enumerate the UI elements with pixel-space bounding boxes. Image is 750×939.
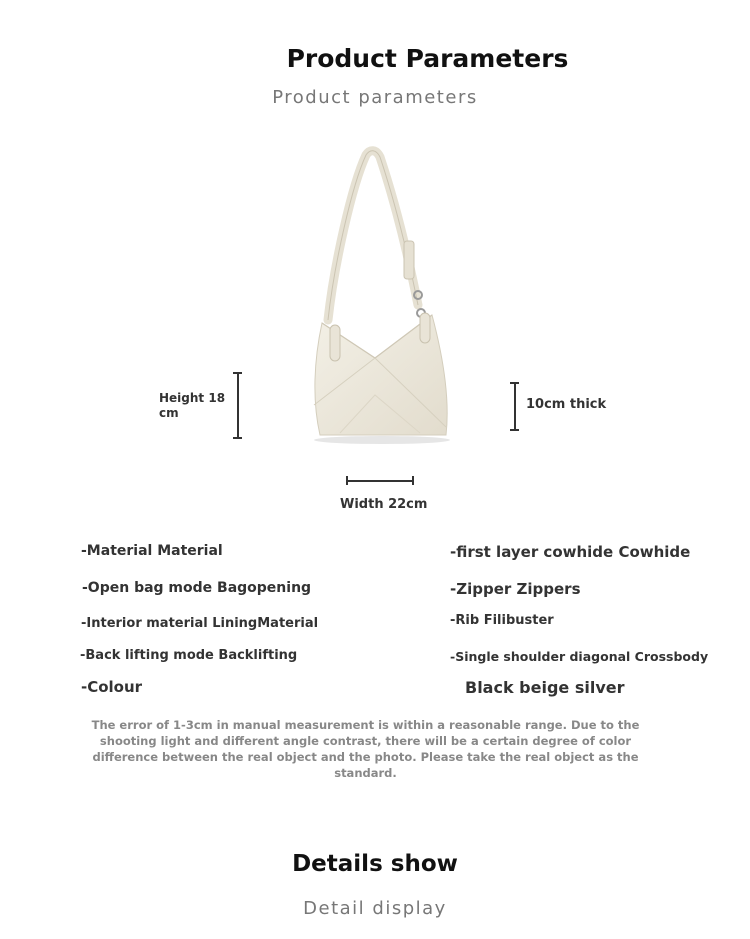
param-value-backlifting: -Single shoulder diagonal Crossbody: [450, 649, 709, 664]
measurement-disclaimer: The error of 1-3cm in manual measurement is within a reasonable range. Due to the shooting light and different angle contrast, there will be a certain degree of color difference between the real object and the photo. Please take the real object as the standard.: [91, 718, 640, 780]
width-label: Width 22cm: [340, 497, 428, 512]
page-subtitle: Product parameters: [272, 87, 478, 108]
param-value-material: -first layer cowhide Cowhide: [450, 543, 691, 561]
param-label-lining: -Interior material LiningMaterial: [81, 616, 319, 631]
thickness-label: 10cm thick: [526, 397, 607, 412]
param-label-material: -Material Material: [81, 543, 223, 559]
param-label-colour: -Colour: [81, 678, 143, 696]
thickness-tick-bottom: [510, 429, 519, 431]
page-title: Product Parameters: [286, 44, 569, 73]
details-subtitle: Detail display: [303, 898, 447, 919]
thickness-line: [514, 382, 516, 430]
height-line: [237, 372, 239, 438]
height-tick-bottom: [233, 437, 242, 439]
param-value-lining: -Rib Filibuster: [450, 613, 554, 628]
param-value-colour: Black beige silver: [465, 678, 625, 697]
param-value-opening: -Zipper Zippers: [450, 580, 581, 598]
width-tick-right: [412, 476, 414, 485]
param-label-opening: -Open bag mode Bagopening: [82, 580, 312, 596]
details-title: Details show: [292, 851, 458, 877]
bag-image: [300, 145, 460, 450]
param-label-backlifting: -Back lifting mode Backlifting: [80, 648, 298, 663]
height-label: Height 18 cm: [159, 391, 226, 420]
width-line: [346, 480, 413, 482]
